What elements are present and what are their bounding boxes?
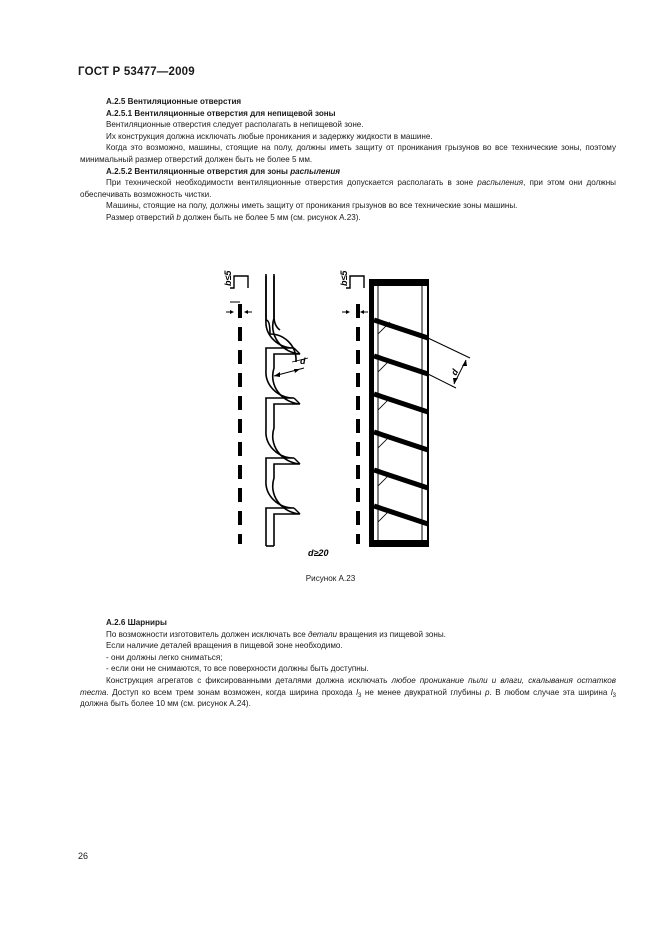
paragraph: Машины, стоящие на полу, должны иметь защиту от проникания грызунов во все технические зоны машины. bbox=[106, 201, 518, 211]
figure-caption: Рисунок А.23 bbox=[305, 574, 356, 583]
louver-slats-right bbox=[374, 320, 428, 524]
page-number: 26 bbox=[78, 851, 89, 861]
section-title-a25: А.2.5 Вентиляционные отверстия bbox=[106, 97, 242, 106]
list-item: - они должны легко сниматься; bbox=[106, 652, 223, 662]
label-d-right: d bbox=[448, 367, 461, 377]
label-d-left: d bbox=[300, 356, 306, 366]
paragraph: Когда это возможно, машины, стоящие на полу, должны иметь защиту от проникания грызунов во все технические зоны, поэтому минимальный размер отверстий должен быть не более 5 мм. bbox=[80, 143, 616, 164]
label-d-min: d≥20 bbox=[308, 548, 329, 558]
section-title-a26: А.2.6 Шарниры bbox=[106, 618, 167, 627]
label-b-right: b≤5 bbox=[339, 270, 349, 286]
paragraph: Их конструкция должна исключать любые проникания и задержку жидкости в машине. bbox=[106, 131, 433, 141]
dimension-d-right bbox=[428, 338, 470, 388]
section-title-a252: А.2.5.2 Вентиляционные отверстия для зоны распыления bbox=[106, 166, 341, 176]
paragraph: Конструкция агрегатов с фиксированными деталями должна исключать любое проникание пыли и влаги, скалывания остатков теста. Доступ ко всем трем зонам возможен, когда ширина прохода $l_3$ не менее двукратной глубины р. В любом случае эта ширина $l_3$ должна быть более 10 мм (см. рисунок А.24). bbox=[80, 675, 616, 709]
section-a26 bbox=[80, 617, 616, 710]
paragraph: При технической необходимости вентиляционные отверстия допускается располагать в зоне распыления, при этом они должны обеспечивать возможность чистки. bbox=[80, 178, 616, 199]
paragraph: По возможности изготовитель должен исключать все детали вращения из пищевой зоны. bbox=[106, 629, 446, 639]
document-header: ГОСТ Р 53477—2009 bbox=[78, 66, 195, 78]
section-title-a251: А.2.5.1 Вентиляционные отверстия для непищевой зоны bbox=[106, 108, 336, 118]
ventilation-diagram bbox=[200, 254, 500, 566]
slat-hatch bbox=[378, 322, 390, 522]
paragraph: Если наличие деталей вращения в пищевой зоне необходимо. bbox=[106, 641, 343, 651]
louver-plate-left bbox=[266, 276, 300, 546]
list-item: - если они не снимаются, то все поверхности должны быть доступны. bbox=[106, 664, 369, 674]
figure-a23 bbox=[200, 254, 500, 566]
section-a25 bbox=[80, 96, 616, 224]
paragraph: Вентиляционные отверстия следует располагать в непищевой зоне. bbox=[106, 120, 364, 130]
label-b-left: b≤5 bbox=[223, 270, 233, 286]
paragraph: Размер отверстий b должен быть не более 5 мм (см. рисунок А.23). bbox=[106, 212, 361, 222]
